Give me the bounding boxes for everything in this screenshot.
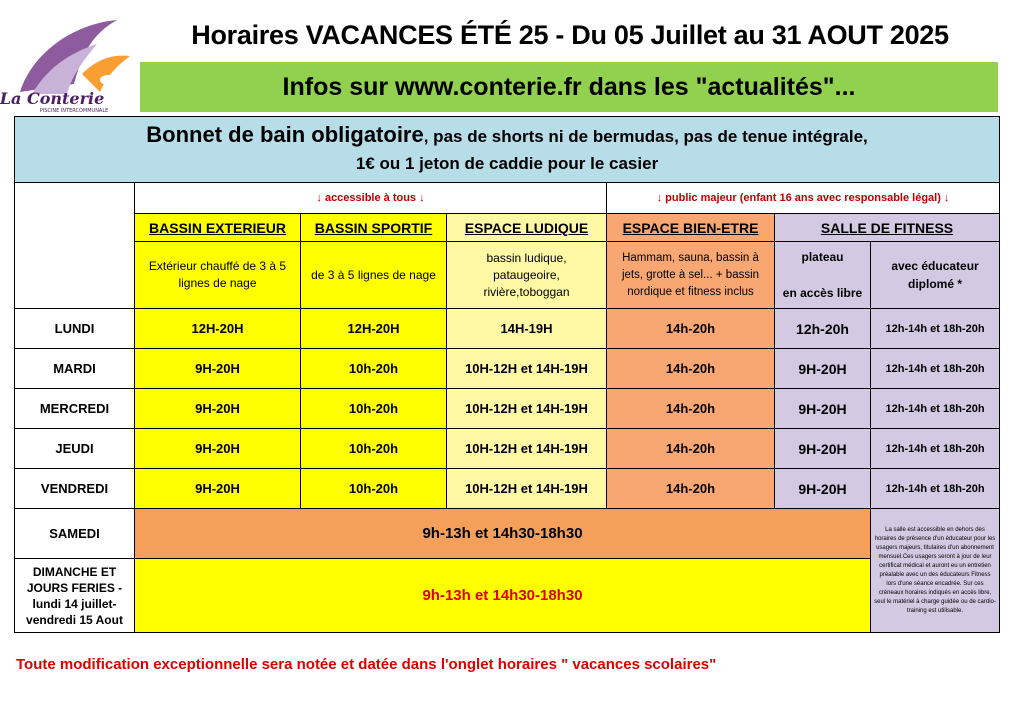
- hours-fitness-libre: 9H-20H: [775, 389, 871, 429]
- hours-sportif: 10h-20h: [301, 389, 447, 429]
- fitness-plateau: plateau: [801, 250, 844, 264]
- logo: [0, 14, 136, 114]
- desc-exterieur: Extérieur chauffé de 3 à 5 lignes de nage: [135, 242, 301, 309]
- rules-banner: [15, 117, 1000, 183]
- rules-bold: Bonnet de bain obligatoire: [146, 122, 424, 147]
- schedule-table: [14, 116, 1000, 633]
- table-row: [15, 559, 1000, 633]
- table-row: [15, 349, 1000, 389]
- hours-sportif: 10h-20h: [301, 469, 447, 509]
- table-row: [15, 389, 1000, 429]
- hours-bienetre: 14h-20h: [607, 389, 775, 429]
- hours-ludique: 10H-12H et 14H-19H: [447, 349, 607, 389]
- desc-bienetre: Hammam, sauna, bassin à jets, grotte à sel... + bassin nordique et fitness inclus: [607, 242, 775, 309]
- rules-line2: 1€ ou 1 jeton de caddie pour le casier: [355, 154, 659, 173]
- infos-banner: Infos sur www.conterie.fr dans les "actualités"...: [140, 62, 998, 112]
- logo-graphic: [0, 14, 136, 114]
- hours-fitness-educ: 12h-14h et 18h-20h: [871, 349, 1000, 389]
- access-adult: ↓ public majeur (enfant 16 ans avec responsable légal) ↓: [607, 183, 1000, 214]
- hours-exterieur: 9H-20H: [135, 389, 301, 429]
- hours-ludique: 14H-19H: [447, 309, 607, 349]
- rules-rest: , pas de shorts ni de bermudas, pas de tenue intégrale,: [423, 127, 868, 146]
- table-row: [15, 469, 1000, 509]
- empty-cell: [15, 183, 135, 214]
- hours-fitness-libre: 12h-20h: [775, 309, 871, 349]
- desc-fitness-educ: avec éducateur diplomé *: [871, 242, 1000, 309]
- logo-subtext: PISCINE INTERCOMMUNALE: [39, 108, 109, 114]
- hours-ludique: 10H-12H et 14H-19H: [447, 469, 607, 509]
- access-public: ↓ accessible à tous ↓: [135, 183, 607, 214]
- hours-sportif: 12H-20H: [301, 309, 447, 349]
- hours-samedi: 9h-13h et 14h30-18h30: [135, 509, 871, 559]
- hours-ludique: 10H-12H et 14H-19H: [447, 389, 607, 429]
- table-row: [15, 429, 1000, 469]
- header-sportif: BASSIN SPORTIF: [301, 214, 447, 242]
- hours-fitness-educ: 12h-14h et 18h-20h: [871, 309, 1000, 349]
- header-fitness: SALLE DE FITNESS: [775, 214, 1000, 242]
- header-ludique: ESPACE LUDIQUE: [447, 214, 607, 242]
- day-name: JEUDI: [15, 429, 135, 469]
- hours-exterieur: 9H-20H: [135, 469, 301, 509]
- desc-ludique: bassin ludique, pataugeoire, rivière,toboggan: [447, 242, 607, 309]
- fitness-libre: en accès libre: [782, 286, 863, 300]
- hours-exterieur: 12H-20H: [135, 309, 301, 349]
- header-bienetre: ESPACE BIEN-ETRE: [607, 214, 775, 242]
- hours-ludique: 10H-12H et 14H-19H: [447, 429, 607, 469]
- table-row: [15, 309, 1000, 349]
- day-name: LUNDI: [15, 309, 135, 349]
- footer-note: Toute modification exceptionnelle sera notée et datée dans l'onglet horaires " vacances scolaires": [16, 656, 717, 673]
- day-name: VENDREDI: [15, 469, 135, 509]
- day-name: MARDI: [15, 349, 135, 389]
- header-exterieur: BASSIN EXTERIEUR: [135, 214, 301, 242]
- hours-fitness-educ: 12h-14h et 18h-20h: [871, 389, 1000, 429]
- hours-exterieur: 9H-20H: [135, 349, 301, 389]
- empty-cell: [15, 214, 135, 309]
- hours-bienetre: 14h-20h: [607, 429, 775, 469]
- desc-fitness-libre: [775, 242, 871, 309]
- hours-sportif: 10h-20h: [301, 349, 447, 389]
- logo-text: La Conterie: [0, 89, 105, 108]
- hours-bienetre: 14h-20h: [607, 309, 775, 349]
- hours-fitness-libre: 9H-20H: [775, 349, 871, 389]
- fitness-note: La salle est accessible en dehors des horaires de présence d'un éducateur pour les usagers majeurs, titulaires d'un abonnement mensuel.Ces usagers seront à jour de leur certificat médical et auront eu un entretien préalable avec un des éducateurs Fitness lors d'une séance encadrée. Sur ces créneaux horaires indiqués en accès libre, seul le matériel à charge guidée ou de cardio-training est utilisable.: [871, 509, 1000, 633]
- day-name: DIMANCHE ET JOURS FERIES - lundi 14 juillet- vendredi 15 Aout: [15, 559, 135, 633]
- hours-fitness-educ: 12h-14h et 18h-20h: [871, 469, 1000, 509]
- hours-bienetre: 14h-20h: [607, 349, 775, 389]
- hours-fitness-libre: 9H-20H: [775, 469, 871, 509]
- hours-dimanche: 9h-13h et 14h30-18h30: [135, 559, 871, 633]
- hours-sportif: 10h-20h: [301, 429, 447, 469]
- table-row: [15, 509, 1000, 559]
- day-name: SAMEDI: [15, 509, 135, 559]
- hours-fitness-libre: 9H-20H: [775, 429, 871, 469]
- page-title: Horaires VACANCES ÉTÉ 25 - Du 05 Juillet au 31 AOUT 2025: [191, 20, 949, 50]
- hours-fitness-educ: 12h-14h et 18h-20h: [871, 429, 1000, 469]
- desc-sportif: de 3 à 5 lignes de nage: [301, 242, 447, 309]
- hours-exterieur: 9H-20H: [135, 429, 301, 469]
- hours-bienetre: 14h-20h: [607, 469, 775, 509]
- day-name: MERCREDI: [15, 389, 135, 429]
